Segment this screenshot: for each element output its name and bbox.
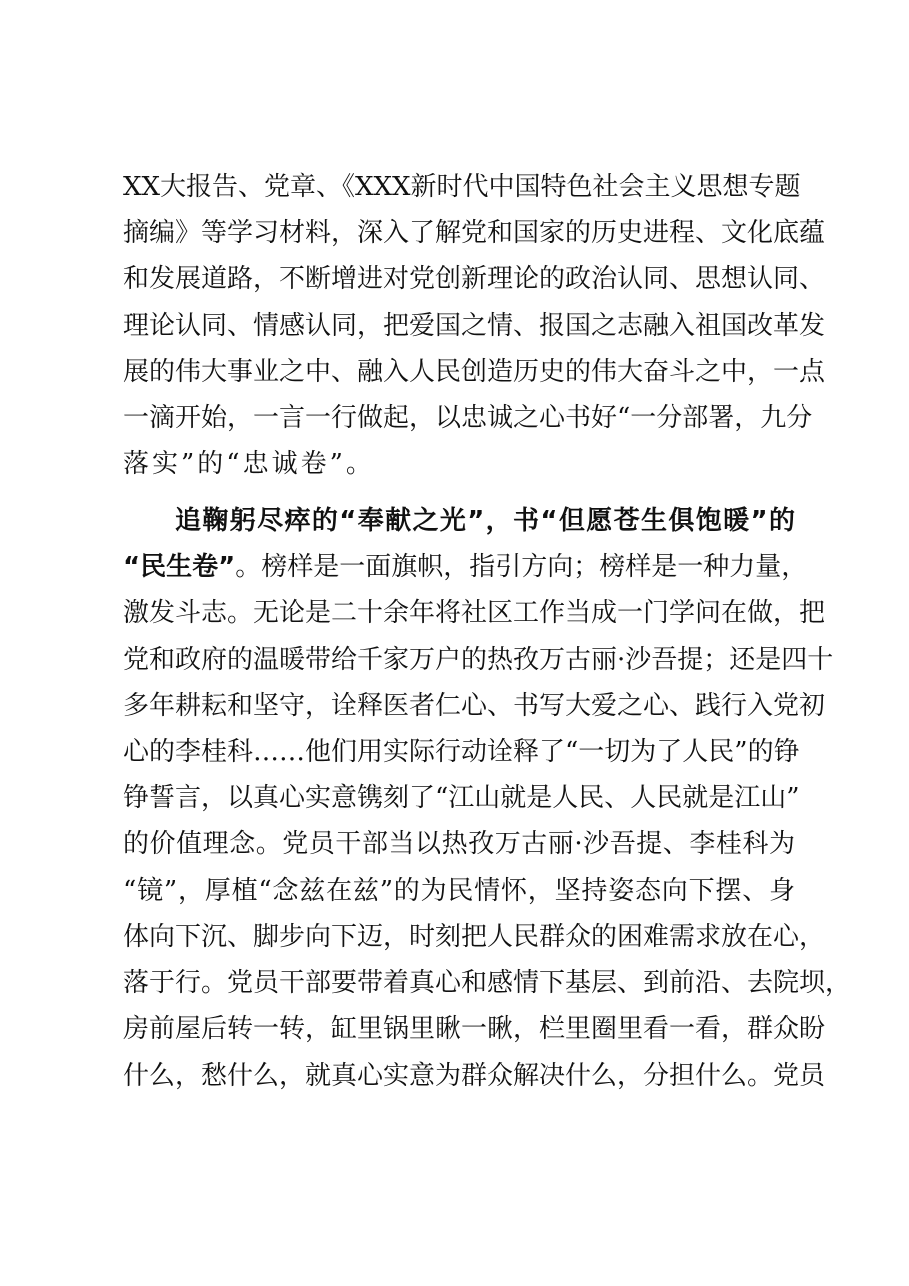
paragraph1-line-2: 摘编》等学习材料，深入了解党和国家的历史进程、文化底蕴 xyxy=(123,218,826,248)
paragraph1-line-3: 和发展道路，不断增进对党创新理论的政治认同、思想认同、 xyxy=(123,264,826,294)
paragraph2-line-12: 房前屋后转一转，缸里锅里瞅一瞅，栏里圈里看一看，群众盼 xyxy=(123,1014,826,1044)
paragraph2-line-7: 铮誓言，以真心实意镌刻了“江山就是人民、人民就是江山” xyxy=(123,783,800,813)
paragraph2-line-5: 多年耕耘和坚守，诠释医者仁心、书写大爱之心、践行入党初 xyxy=(123,691,826,721)
paragraph2-line-8: 的价值理念。党员干部当以热孜万古丽·沙吾提、李桂科为 xyxy=(123,829,795,859)
paragraph1-line-7: 落实”的“忠诚卷”。 xyxy=(123,449,375,479)
paragraph2-line-10: 体向下沉、脚步向下迈，时刻把人民群众的困难需求放在心， xyxy=(123,922,826,952)
paragraph2-heading-line-2-rest: 。榜样是一面旗帜，指引方向；榜样是一种力量， xyxy=(235,552,808,582)
paragraph1-line-5: 展的伟大事业之中、融入人民创造历史的伟大奋斗之中，一点 xyxy=(123,357,826,387)
paragraph2-line-3: 激发斗志。无论是二十余年将社区工作当成一门学问在做，把 xyxy=(123,598,826,628)
paragraph1-line-6: 一滴开始，一言一行做起，以忠诚之心书好“一分部署，九分 xyxy=(123,403,813,433)
paragraph2-line-11: 落于行。党员干部要带着真心和感情下基层、到前沿、去院坝， xyxy=(123,968,852,998)
paragraph1-line-1: XX大报告、党章、《XXX新时代中国特色社会主义思想专题 xyxy=(123,172,801,202)
paragraph2-line-4: 党和政府的温暖带给千家万户的热孜万古丽·沙吾提；还是四十 xyxy=(123,645,834,675)
paragraph2-heading-line-2-bold: “民生卷” xyxy=(123,552,236,582)
paragraph2-heading-line-1: 追鞠躬尽瘁的“奉献之光”，书“但愿苍生俱饱暖”的 xyxy=(175,506,795,536)
paragraph2-line-13: 什么，愁什么，就真心实意为群众解决什么，分担什么。党员 xyxy=(123,1061,826,1091)
paragraph2-line-2 xyxy=(123,544,808,590)
paragraph2-line-6: 心的李桂科……他们用实际行动诠释了“一切为了人民”的铮 xyxy=(123,737,800,767)
paragraph2-line-9: “镜”，厚植“念兹在兹”的为民情怀，坚持姿态向下摆、身 xyxy=(123,876,795,906)
paragraph1-line-4: 理论认同、情感认同，把爱国之情、报国之志融入祖国改革发 xyxy=(123,311,826,341)
